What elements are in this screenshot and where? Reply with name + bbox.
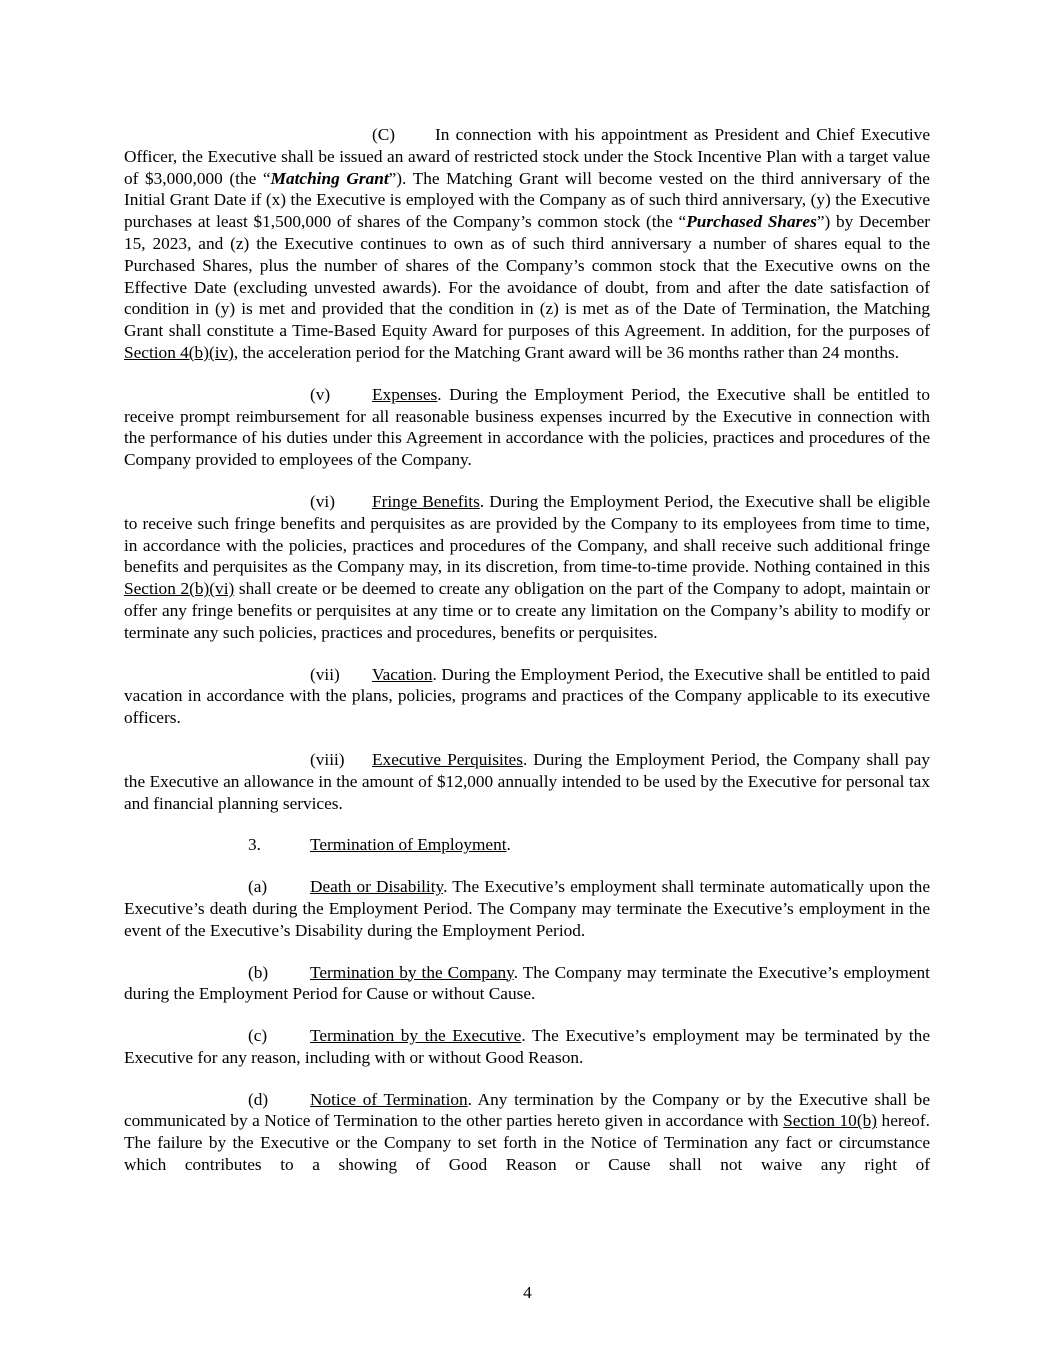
section-reference: Section 2(b)(vi) [124, 579, 235, 599]
page-number: 4 [523, 1283, 532, 1302]
section-3-heading: 3. Termination of Employment. [248, 835, 511, 855]
defined-term: Matching Grant [270, 168, 389, 188]
paragraph-v: (v) Expenses. During the Employment Period, the Executive shall be entitled to receive prompt reimbursement for all reasonable business expenses incurred by the Executive in connection with the performance of his duties under this Agreement in accordance with the policies, practices and procedures of the Company provided to employees of the Company. [124, 384, 930, 470]
paragraph-number: (a) [248, 877, 268, 897]
section-heading: Termination by the Executive [310, 1026, 522, 1046]
section-heading: Expenses [372, 384, 438, 404]
section-heading: Notice of Termination [310, 1089, 468, 1109]
paragraph-number: (d) [248, 1089, 269, 1109]
section-heading: Termination by the Company [310, 962, 514, 982]
paragraph-number: (c) [248, 1026, 268, 1046]
paragraph-vii: (vii) Vacation. During the Employment Period, the Executive shall be entitled to paid vacation in accordance with the plans, policies, programs and practices of the Company applicable to its executive officers. [124, 664, 930, 728]
paragraph-b: (b) Termination by the Company. The Company may terminate the Executive’s employment during the Employment Period for Cause or without Cause. [124, 962, 930, 1004]
section-reference: Section 4(b)(iv) [124, 342, 234, 362]
section-heading: Termination of Employment [310, 835, 507, 855]
section-heading: Fringe Benefits [372, 491, 480, 511]
paragraph-number: (C) [372, 125, 396, 144]
paragraph-number: (b) [248, 962, 269, 982]
document-body [124, 124, 930, 1176]
section-reference: Section 10(b) [783, 1111, 877, 1131]
paragraph-a: (a) Death or Disability. The Executive’s employment shall terminate automatically upon the Executive’s death during the Employment Period. The Company may terminate the Executive’s employment in the event of the Executive’s Disability during the Employment Period. [124, 877, 930, 940]
defined-term: Purchased Shares [686, 212, 817, 232]
paragraph-number: (v) [310, 384, 331, 404]
paragraph-number: (vi) [310, 491, 335, 511]
section-number: 3. [248, 835, 261, 855]
paragraph-d: (d) Notice of Termination. Any termination by the Company or by the Executive shall be communicated by a Notice of Termination to the other parties hereto given in accordance with Section 10(b) hereof. The failure by the Executive or the Company to set forth in the Notice of Termination any fact or circumstance which contributes to a showing of Good Reason or Cause shall not waive any right of [124, 1089, 931, 1175]
paragraph-c: (C) In connection with his appointment as President and Chief Executive Officer, the Executive shall be issued an award of restricted stock under the Stock Incentive Plan with a target value of $3,000,000 (the “Matching Grant”). The Matching Grant will become vested on the third anniversary of the Initial Grant Date if (x) the Executive is employed with the Company as of such third anniversary, (y) the Executive purchases at least $1,500,000 of shares of the Company’s common stock (the “Purchased Shares”) by December 15, 2023, and (z) the Executive continues to own as of such third anniversary a number of shares equal to the Purchased Shares, plus the number of shares of the Company’s common stock that the Executive owns on the Effective Date (excluding unvested awards). For the avoidance of doubt, from and after the date satisfaction of condition in (y) is met and provided that the condition in (z) is met as of the Date of Termination, the Matching Grant shall constitute a Time-Based Equity Award for purposes of this Agreement. In addition, for the purposes of Section 4(b)(iv), the acceleration period for the Matching Grant award will be 36 months rather than 24 months. [124, 125, 930, 362]
section-heading: Executive Perquisites [372, 749, 523, 769]
paragraph-number: (viii) [310, 749, 345, 769]
paragraph-viii: (viii) Executive Perquisites. During the Employment Period, the Company shall pay the Executive an allowance in the amount of $12,000 annually intended to be used by the Executive for personal tax and financial planning services. [124, 749, 930, 813]
section-heading: Vacation [372, 664, 433, 684]
paragraph-c-lower: (c) Termination by the Executive. The Executive’s employment may be terminated by the Executive for any reason, including with or without Good Reason. [124, 1026, 930, 1067]
paragraph-number: (vii) [310, 664, 340, 684]
section-heading: Death or Disability [310, 877, 444, 897]
paragraph-vi: (vi) Fringe Benefits. During the Employment Period, the Executive shall be eligible to receive such fringe benefits and perquisites as are provided by the Company to its employees from time to time, in accordance with the policies, practices and procedures of the Company, and shall receive such additional fringe benefits and perquisites as the Company may, in its discretion, from time-to-time provide. Nothing contained in this Section 2(b)(vi) shall create or be deemed to create any obligation on the part of the Company to adopt, maintain or offer any fringe benefits or perquisites at any time or to create any limitation on the Company’s ability to modify or terminate any such policies, practices and procedures, benefits or perquisites. [124, 491, 931, 642]
